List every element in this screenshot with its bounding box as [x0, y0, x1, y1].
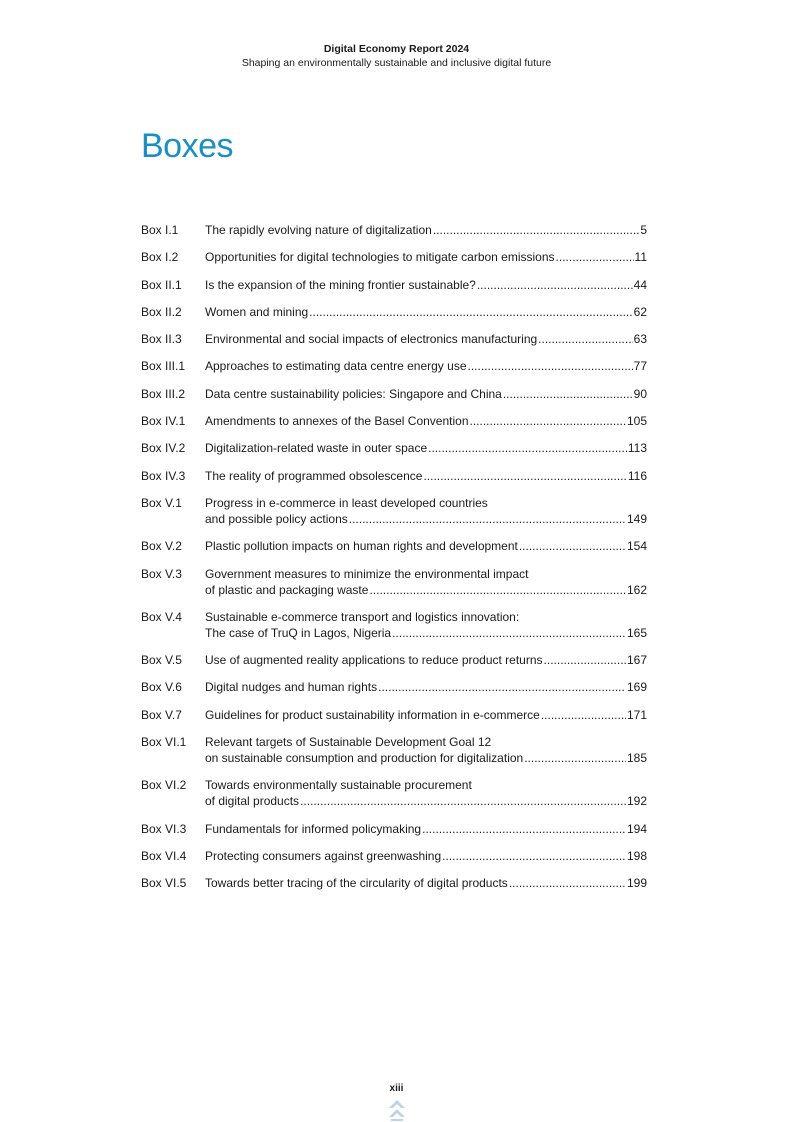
box-label: Box I.2 — [141, 250, 179, 265]
box-label: Box VI.4 — [141, 848, 187, 863]
box-label: Box III.1 — [141, 359, 186, 374]
toc-entry[interactable] — [141, 734, 647, 766]
dot-leader — [538, 331, 632, 347]
dot-leader — [509, 875, 626, 891]
box-title-line — [205, 848, 647, 864]
box-title-line — [205, 609, 647, 625]
box-title-line — [205, 249, 647, 265]
toc-entry[interactable] — [141, 821, 647, 837]
dot-leader — [524, 750, 626, 766]
box-title-text: Sustainable e-commerce transport and logistics innovation: — [205, 609, 520, 624]
page-reference[interactable]: 199 — [626, 876, 647, 891]
box-title-line — [205, 538, 647, 554]
toc-entry[interactable] — [141, 331, 647, 347]
box-label: Box V.2 — [141, 539, 182, 554]
box-title-line — [205, 304, 647, 320]
box-title-line — [205, 511, 647, 527]
box-title-text: The case of TruQ in Lagos, Nigeria — [205, 625, 392, 640]
box-label: Box IV.3 — [141, 468, 186, 483]
toc-entry[interactable] — [141, 304, 647, 320]
box-label: Box IV.2 — [141, 441, 186, 456]
box-title-text: Environmental and social impacts of electronics manufacturing — [205, 332, 538, 347]
toc-entry[interactable] — [141, 358, 647, 374]
toc-entry[interactable] — [141, 679, 647, 695]
box-label: Box V.4 — [141, 609, 182, 624]
box-title — [205, 277, 647, 293]
page-reference[interactable]: 62 — [633, 304, 647, 319]
box-title — [205, 331, 647, 347]
page-reference[interactable]: 171 — [626, 707, 647, 722]
box-title — [205, 734, 647, 766]
box-title — [205, 304, 647, 320]
box-title-text: Data centre sustainability policies: Singapore and China — [205, 386, 502, 401]
box-title-line — [205, 331, 647, 347]
toc-entry[interactable] — [141, 777, 647, 809]
page-number: xiii — [389, 1083, 404, 1094]
box-title-line — [205, 566, 647, 582]
box-title — [205, 707, 647, 723]
box-label: Box VI.5 — [141, 876, 187, 891]
box-title-text: Amendments to annexes of the Basel Convention — [205, 414, 469, 429]
dot-leader — [392, 625, 626, 641]
toc-entry[interactable] — [141, 222, 647, 238]
toc-entry[interactable] — [141, 566, 647, 598]
box-title-line — [205, 875, 647, 891]
box-label: Box VI.1 — [141, 735, 187, 750]
box-title-line — [205, 734, 647, 750]
box-title-text: The rapidly evolving nature of digitalization — [205, 223, 432, 237]
box-title — [205, 222, 647, 238]
page-reference[interactable]: 11 — [634, 250, 647, 265]
box-title-text: of digital products — [205, 794, 300, 809]
page-reference[interactable]: 105 — [626, 414, 647, 429]
toc-entry[interactable] — [141, 609, 647, 641]
dot-leader — [541, 707, 626, 723]
boxes-list — [141, 222, 647, 903]
box-label: Box II.1 — [141, 277, 182, 292]
toc-entry[interactable] — [141, 249, 647, 265]
dot-leader — [422, 821, 626, 837]
dot-leader — [423, 468, 626, 484]
box-title-text: Use of augmented reality applications to reduce product returns — [205, 653, 543, 668]
box-title — [205, 495, 647, 527]
page-reference[interactable]: 198 — [626, 848, 647, 863]
box-label: Box II.3 — [141, 332, 182, 347]
box-title — [205, 652, 647, 668]
box-title-line — [205, 793, 647, 809]
box-title-line — [205, 468, 647, 484]
dot-leader — [433, 222, 640, 238]
box-title-text: Women and mining — [205, 304, 309, 319]
box-label: Box II.2 — [141, 304, 182, 319]
page-reference[interactable]: 77 — [633, 359, 647, 374]
box-label: Box V.1 — [141, 495, 182, 510]
box-title-text: on sustainable consumption and production for digitalization — [205, 751, 524, 766]
box-title-text: Digitalization-related waste in outer space — [205, 441, 428, 456]
box-title — [205, 609, 647, 641]
box-title — [205, 358, 647, 374]
dot-leader — [468, 358, 633, 374]
page-reference[interactable]: 154 — [626, 539, 647, 554]
dot-leader — [544, 652, 626, 668]
dot-leader — [309, 304, 632, 320]
dot-leader — [442, 848, 626, 864]
box-title — [205, 679, 647, 695]
box-label: Box V.3 — [141, 566, 182, 581]
box-title — [205, 468, 647, 484]
box-title — [205, 848, 647, 864]
box-title-text: Towards better tracing of the circularity of digital products — [205, 876, 508, 891]
page-reference[interactable]: 90 — [633, 386, 647, 401]
box-title-text: Digital nudges and human rights — [205, 680, 378, 695]
page-title: Boxes — [141, 127, 233, 165]
box-title — [205, 440, 647, 456]
box-title-line — [205, 277, 647, 293]
dot-leader — [477, 277, 633, 293]
toc-entry[interactable] — [141, 468, 647, 484]
box-title-line — [205, 679, 647, 695]
box-title-line — [205, 222, 647, 238]
page-footer — [0, 1083, 793, 1121]
page-reference[interactable]: 162 — [626, 582, 647, 597]
box-title-line — [205, 821, 647, 837]
box-title — [205, 566, 647, 598]
dot-leader — [470, 413, 626, 429]
box-label: Box V.7 — [141, 707, 182, 722]
box-title-line — [205, 652, 647, 668]
page-reference[interactable]: 167 — [626, 653, 647, 668]
page-reference[interactable]: 169 — [626, 680, 647, 695]
box-title-text: of plastic and packaging waste — [205, 582, 369, 597]
page-header — [0, 42, 793, 70]
box-title-text: Fundamentals for informed policymaking — [205, 821, 422, 836]
box-title-line — [205, 777, 647, 793]
box-title-line — [205, 625, 647, 641]
box-title-text: Protecting consumers against greenwashing — [205, 848, 442, 863]
dot-leader — [349, 511, 626, 527]
page-reference[interactable]: 113 — [627, 441, 647, 456]
box-title — [205, 249, 647, 265]
box-label: Box V.5 — [141, 653, 182, 668]
toc-entry[interactable] — [141, 652, 647, 668]
box-title-text: Relevant targets of Sustainable Development Goal 12 — [205, 735, 492, 750]
box-title-text: Is the expansion of the mining frontier sustainable? — [205, 277, 476, 292]
dot-leader — [503, 386, 633, 402]
box-title — [205, 538, 647, 554]
dot-leader — [369, 582, 626, 598]
box-title-text: Government measures to minimize the environmental impact — [205, 566, 529, 581]
page-reference[interactable]: 192 — [626, 794, 647, 809]
box-label: Box V.6 — [141, 680, 182, 695]
box-title — [205, 386, 647, 402]
page-reference[interactable]: 165 — [626, 625, 647, 640]
box-title-text: Opportunities for digital technologies to mitigate carbon emissions — [205, 250, 555, 265]
toc-entry[interactable] — [141, 386, 647, 402]
box-title-line — [205, 386, 647, 402]
toc-entry[interactable] — [141, 495, 647, 527]
dot-leader — [428, 440, 627, 456]
box-label: Box III.2 — [141, 386, 186, 401]
toc-entry[interactable] — [141, 538, 647, 554]
page-reference[interactable]: 194 — [626, 821, 647, 836]
page-reference[interactable]: 185 — [626, 751, 647, 766]
box-title — [205, 821, 647, 837]
box-title-line — [205, 358, 647, 374]
page-reference[interactable]: 5 — [640, 223, 647, 237]
box-title-text: and possible policy actions — [205, 511, 348, 526]
page-reference[interactable]: 63 — [633, 332, 647, 347]
box-title-text: Progress in e-commerce in least developed countries — [205, 495, 488, 510]
page-reference[interactable]: 116 — [627, 468, 647, 483]
box-title-line — [205, 413, 647, 429]
report-title: Digital Economy Report 2024 — [323, 43, 470, 55]
toc-entry[interactable] — [141, 277, 647, 293]
box-title — [205, 777, 647, 809]
box-title-text: Towards environmentally sustainable procurement — [205, 778, 472, 793]
box-title-text: Plastic pollution impacts on human rights and development — [205, 539, 518, 554]
box-title — [205, 875, 647, 891]
double-chevron-up-icon[interactable] — [388, 1099, 406, 1121]
dot-leader — [519, 538, 626, 554]
dot-leader — [378, 679, 626, 695]
box-title-line — [205, 750, 647, 766]
box-title-text: Guidelines for product sustainability information in e-commerce — [205, 707, 540, 722]
toc-entry[interactable] — [141, 440, 647, 456]
dot-leader — [556, 249, 634, 265]
box-label: Box VI.3 — [141, 821, 187, 836]
box-label: Box IV.1 — [141, 414, 186, 429]
box-title-line — [205, 495, 647, 511]
box-label: Box VI.2 — [141, 778, 187, 793]
toc-entry[interactable] — [141, 848, 647, 864]
toc-entry[interactable] — [141, 707, 647, 723]
toc-entry[interactable] — [141, 875, 647, 891]
report-subtitle: Shaping an environmentally sustainable and inclusive digital future — [241, 57, 552, 69]
page-reference[interactable]: 44 — [633, 277, 647, 292]
box-title-line — [205, 582, 647, 598]
box-title — [205, 413, 647, 429]
box-title-line — [205, 707, 647, 723]
box-title-text: Approaches to estimating data centre energy use — [205, 359, 467, 374]
dot-leader — [300, 793, 626, 809]
box-label: Box I.1 — [141, 223, 179, 237]
toc-entry[interactable] — [141, 413, 647, 429]
box-title-text: The reality of programmed obsolescence — [205, 468, 423, 483]
box-title-line — [205, 440, 647, 456]
page-reference[interactable]: 149 — [626, 511, 647, 526]
